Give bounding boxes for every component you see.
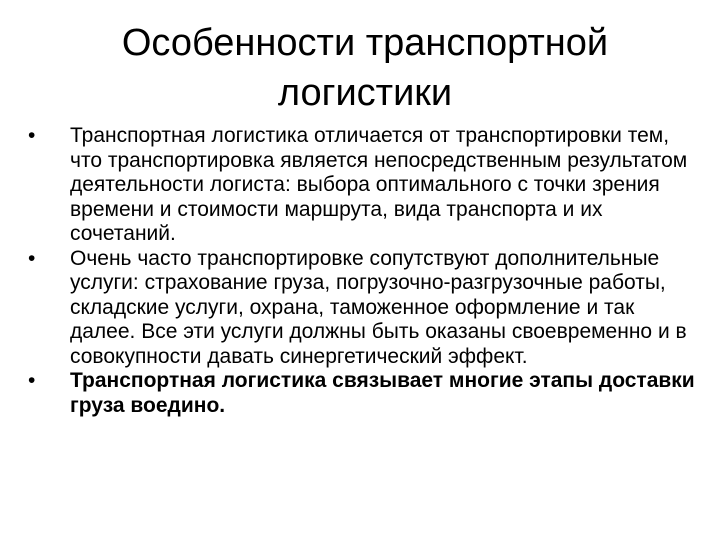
bullet-text-2: Очень часто транспортировке сопутствуют дополнительные услуги: страхование груза, погрузочно-разгрузочные работы, складские услуги, охрана, таможенное оформление и так далее. Все эти услуги должны быть оказаны своевременно и в совокупности давать синергетический эффект. <box>70 246 687 368</box>
slide-title-line-2: логистики <box>277 72 453 114</box>
bullet-text-1: Транспортная логистика отличается от транспортировки тем, что транспортировка является непосредственным результатом деятельности логиста: выбора оптимального с точки зрения времени и стоимости маршрута, вида транспорта и их сочетаний. <box>70 124 688 245</box>
bullet-list <box>28 124 698 418</box>
bullet-marker-icon: • <box>28 246 36 270</box>
bullet-item-2 <box>28 247 698 370</box>
bullet-item-1 <box>28 124 698 247</box>
bullet-text-3: Транспортная логистика связывает многие этапы доставки груза воедино. <box>70 369 695 417</box>
slide-title <box>80 18 650 118</box>
slide-title-line-1: Особенности транспортной <box>121 22 609 64</box>
bullet-marker-icon: • <box>28 124 36 147</box>
bullet-marker-icon: • <box>28 369 36 392</box>
bullet-item-3 <box>28 369 698 418</box>
